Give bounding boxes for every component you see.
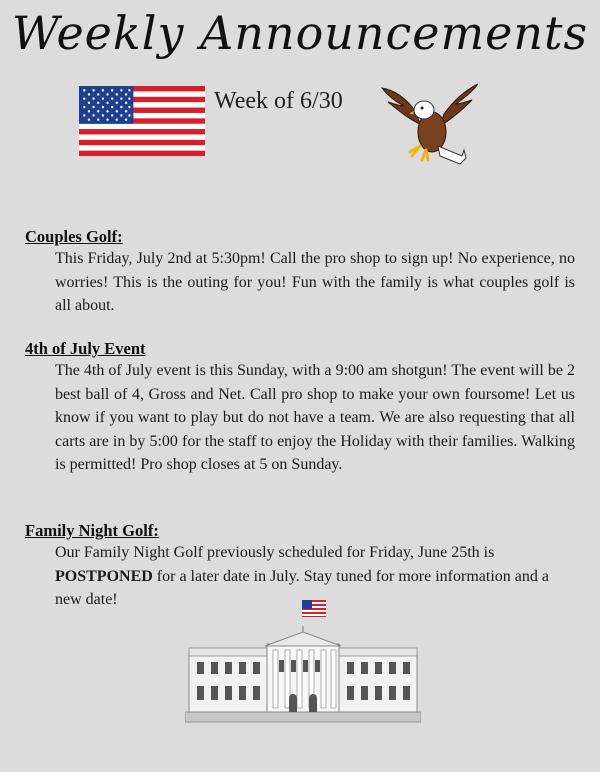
page-title: Weekly Announcements [11,6,589,60]
section-body: This Friday, July 2nd at 5:30pm! Call the pro shop to sign up! No experience, no worries! This is the outing for you! Fun with the family is what couples golf is all about. [55,250,575,314]
section-family-night-golf [25,521,575,612]
section-heading: Family Night Golf: [25,521,159,540]
week-label: Week of 6/30 [214,88,343,114]
section-body [25,541,575,612]
body-text: for a later date in July. Stay tuned for more information and a new date! [55,567,549,608]
us-flag-small-icon [302,600,326,617]
section-couples-golf [25,227,575,318]
postponed-notice: POSTPONED [55,567,153,585]
section-heading: 4th of July Event [25,339,146,358]
section-4th-of-july [25,339,575,477]
us-flag-icon [79,86,205,156]
section-body: The 4th of July event is this Sunday, with a 9:00 am shotgun! The event will be 2 best ball of 4, Gross and Net. Call pro shop to make your own foursome! Let us know if you want to play but do not have a team. We are also requesting that all carts are in by 5:00 for the staff to enjoy the Holiday with their families. Walking is permitted! Pro shop closes at 5 on Sunday. [55,362,575,473]
white-house-illustration [185,626,421,726]
section-heading: Couples Golf: [25,227,123,246]
eagle-illustration [380,80,480,170]
body-text: Our Family Night Golf previously scheduled for Friday, June 25th is [55,544,495,561]
